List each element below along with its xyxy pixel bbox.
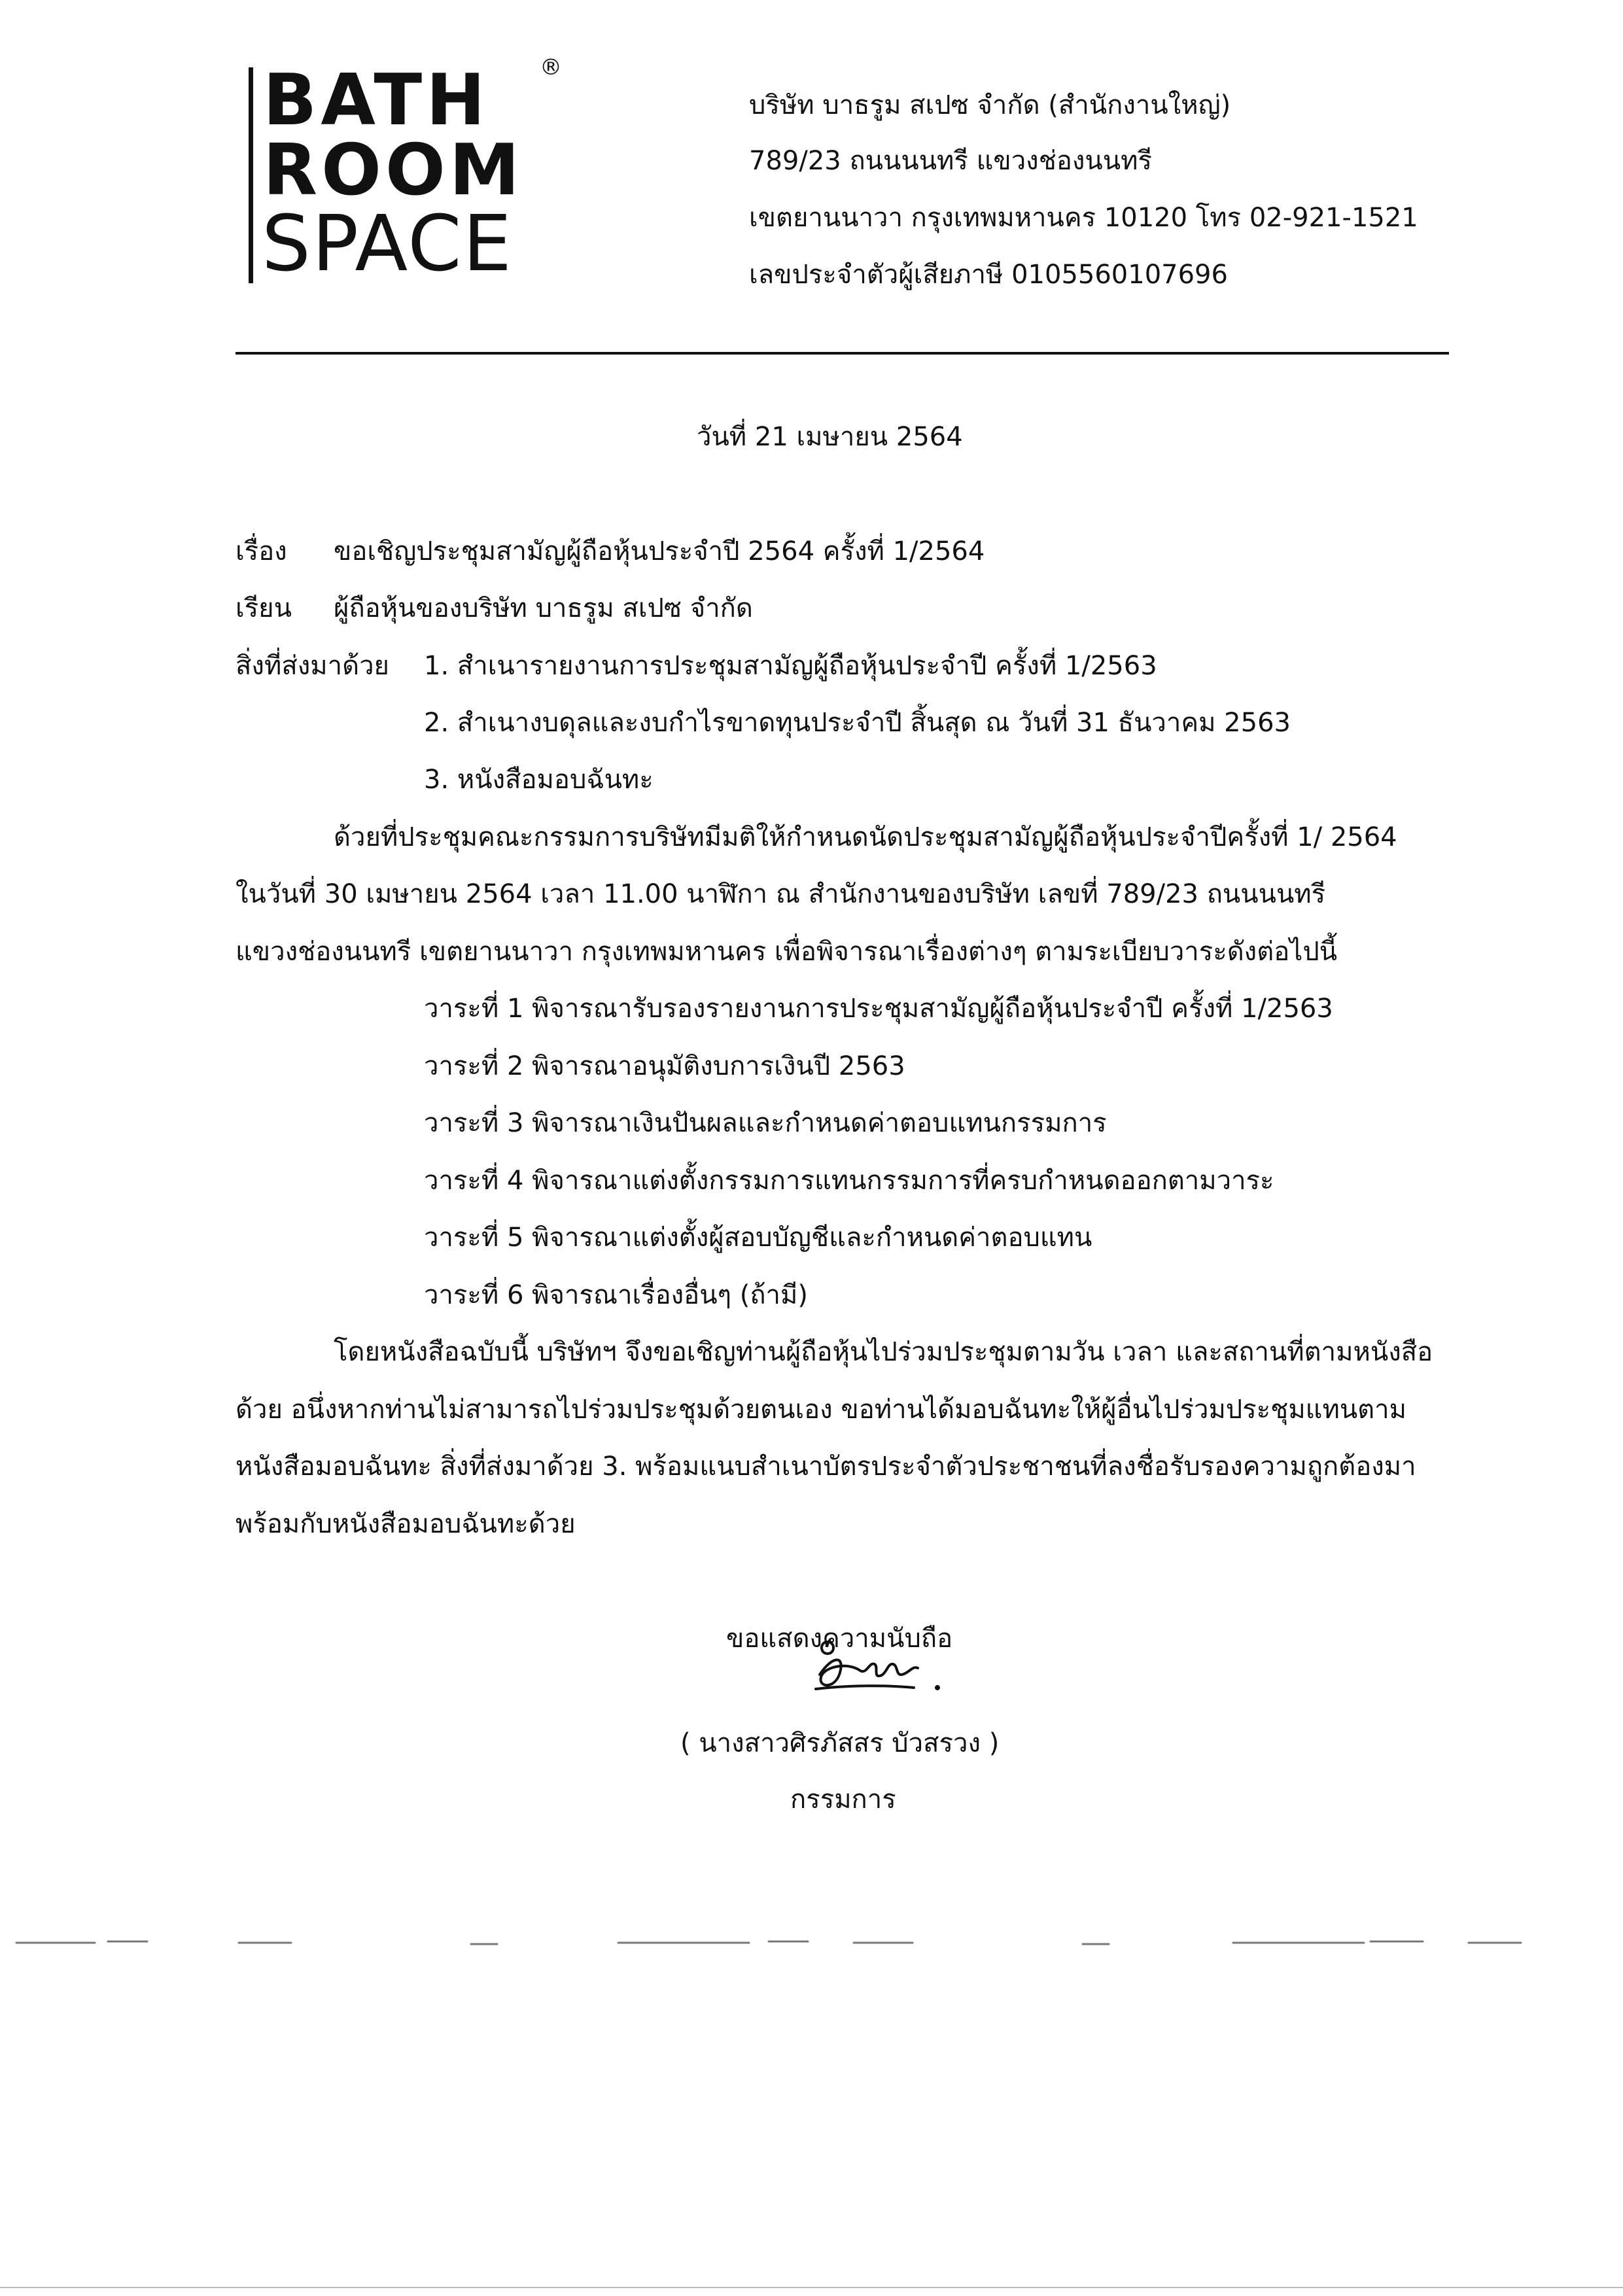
enclosure-label: สิ่งที่ส่งมาด้วย [236,651,389,681]
subject-label: เรื่อง [236,536,287,566]
logo-text-space: SPACE [262,198,514,288]
agenda-item: วาระที่ 6 พิจารณาเรื่องอื่นๆ (ถ้ามี) [424,1280,808,1310]
subject-text: ขอเชิญประชุมสามัญผู้ถือหุ้นประจำปี 2564 ครั้งที่ 1/2564 [334,536,985,566]
logo-bar [249,67,253,283]
agenda-item: วาระที่ 5 พิจารณาแต่งตั้งผู้สอบบัญชีและกำหนดค่าตอบแทน [424,1223,1092,1253]
signer-name: ( นางสาวศิรภัสสร บัวสรวง ) [680,1728,1000,1758]
closing-line: โดยหนังสือฉบับนี้ บริษัทฯ จึงขอเชิญท่านผู้ถือหุ้นไปร่วมประชุมตามวัน เวลา และสถานที่ตามหนังสือ [334,1337,1433,1367]
enclosure-item: 2. สำเนางบดุลและงบกำไรขาดทุนประจำปี สิ้นสุด ณ วันที่ 31 ธันวาคม 2563 [424,708,1291,738]
logo-text-bath: BATH [263,60,489,141]
registered-mark: ® [540,54,562,80]
signature-image [808,1629,945,1701]
intro-line: แขวงช่องนนทรี เขตยานนาวา กรุงเทพมหานคร เพื่อพิจารณาเรื่องต่างๆ ตามระเบียบวาระดังต่อไปนี้ [236,937,1338,967]
closing-line: หนังสือมอบฉันทะ สิ่งที่ส่งมาด้วย 3. พร้อมแนบสำเนาบัตรประจำตัวประชาชนที่ลงชื่อรับรองความถูกต้องมา [236,1452,1416,1482]
enclosure-item: 3. หนังสือมอบฉันทะ [424,765,654,795]
regards: ขอแสดงความนับถือ [726,1624,953,1654]
company-address-1: 789/23 ถนนนนทรี แขวงช่องนนทรี [749,146,1152,176]
agenda-item: วาระที่ 4 พิจารณาแต่งตั้งกรรมการแทนกรรมการที่ครบกำหนดออกตามวาระ [424,1166,1274,1196]
scan-edge-line [0,2287,1623,2288]
scan-artifact [10,1930,1606,1956]
header-divider [236,352,1449,355]
company-address-2: เขตยานนาวา กรุงเทพมหานคร 10120 โทร 02-921-1521 [749,203,1418,233]
intro-line: ในวันที่ 30 เมษายน 2564 เวลา 11.00 นาฬิกา ณ สำนักงานของบริษัท เลขที่ 789/23 ถนนนนทรี [236,879,1326,909]
to-text: ผู้ถือหุ้นของบริษัท บาธรูม สเปซ จำกัด [334,593,753,623]
to-label: เรียน [236,593,292,623]
company-name: บริษัท บาธรูม สเปซ จำกัด (สำนักงานใหญ่) [749,90,1231,120]
signer-title: กรรมการ [790,1784,896,1815]
enclosure-item: 1. สำเนารายงานการประชุมสามัญผู้ถือหุ้นประจำปี ครั้งที่ 1/2563 [424,651,1157,681]
letter-date: วันที่ 21 เมษายน 2564 [697,422,963,452]
company-logo [249,54,562,288]
logo-text-room: ROOM [263,130,524,211]
company-taxid: เลขประจำตัวผู้เสียภาษี 0105560107696 [749,260,1228,290]
intro-line: ด้วยที่ประชุมคณะกรรมการบริษัทมีมติให้กำหนดนัดประชุมสามัญผู้ถือหุ้นประจำปีครั้งที่ 1/ 2564 [334,822,1397,852]
agenda-item: วาระที่ 1 พิจารณารับรองรายงานการประชุมสามัญผู้ถือหุ้นประจำปี ครั้งที่ 1/2563 [424,994,1333,1024]
agenda-item: วาระที่ 3 พิจารณาเงินปันผลและกำหนดค่าตอบแทนกรรมการ [424,1108,1107,1138]
closing-line: พร้อมกับหนังสือมอบฉันทะด้วย [236,1509,576,1539]
closing-line: ด้วย อนึ่งหากท่านไม่สามารถไปร่วมประชุมด้วยตนเอง ขอท่านได้มอบฉันทะให้ผู้อื่นไปร่วมประชุมแทนตาม [236,1395,1406,1425]
agenda-item: วาระที่ 2 พิจารณาอนุมัติงบการเงินปี 2563 [424,1051,905,1081]
